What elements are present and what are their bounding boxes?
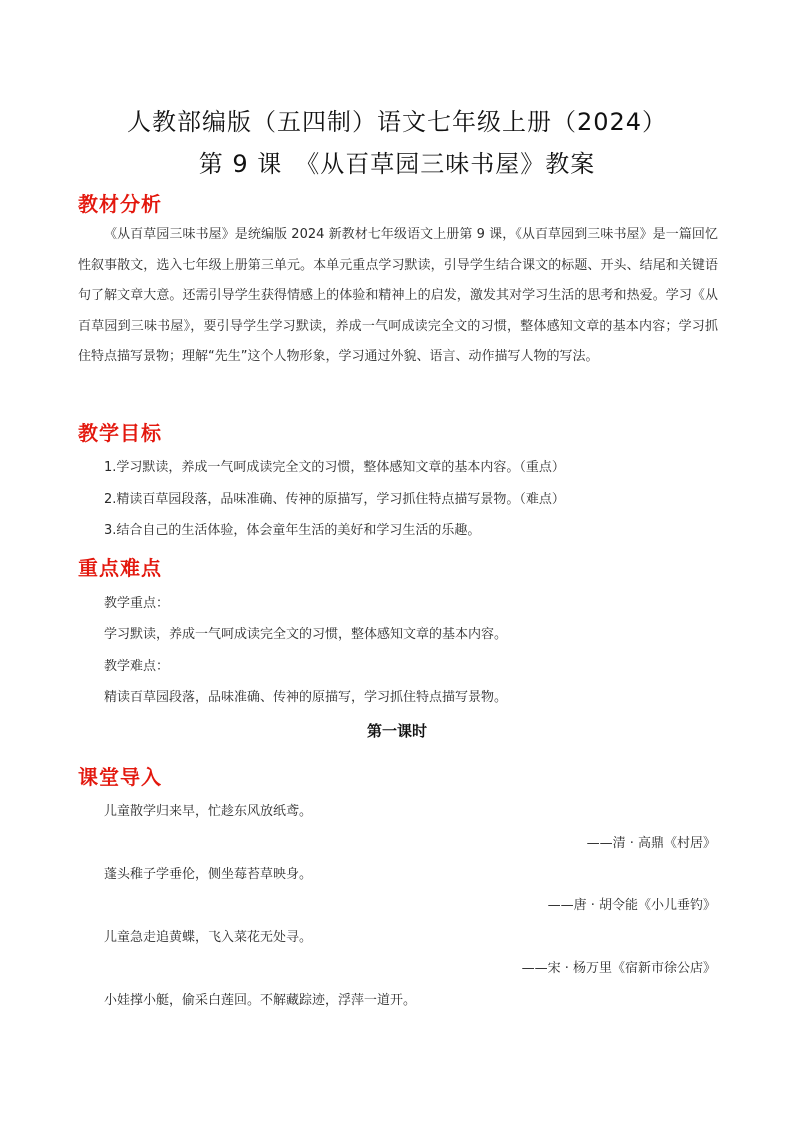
teaching-focus-text: 学习默读，养成一气呵成读完全文的习惯，整体感知文章的基本内容。: [104, 627, 508, 642]
poem-line-3: 儿童急走追黄蝶，飞入菜花无处寻。: [104, 930, 313, 945]
poem-line-2: 蓬头稚子学垂伦，侧坐莓苔草映身。: [104, 867, 313, 882]
section-heading-intro: 课堂导入: [78, 765, 162, 789]
poem-line-1: 儿童散学归来早，忙趁东风放纸鸢。: [104, 804, 313, 819]
poem-attribution-3: ——宋 · 杨万里《宿新市徐公店》: [521, 961, 716, 976]
goal-item-2: 2.精读百草园段落，品味准确、传神的原描写，学习抓住特点描写景物。（难点）: [104, 492, 565, 507]
section-heading-analysis: 教材分析: [78, 192, 162, 216]
document-title-line1: 人教部编版（五四制）语文七年级上册（2024）: [126, 108, 668, 136]
poem-attribution-2: ——唐 · 胡令能《小儿垂钓》: [547, 898, 716, 913]
poem-line-4: 小娃撑小艇，偷采白莲回。不解藏踪迹，浮萍一道开。: [104, 993, 417, 1008]
goal-item-3: 3.结合自己的生活体验，体会童年生活的美好和学习生活的乐趣。: [104, 523, 481, 538]
teaching-focus-label: 教学重点：: [104, 596, 170, 611]
analysis-paragraph: 《从百草园三味书屋》是统编版 2024 新教材七年级语文上册第 9 课，《从百草园到三味书屋》是一篇回忆性叙事散文，选入七年级上册第三单元。本单元重点学习默读，引导学生结合课文的标题、开头、结尾和关键语句了解文章大意。还需引导学生获得情感上的体验和精神上的启发，激发其对学习生活的思考和热爱。学习《从百草园到三味书屋》，要引导学生学习默读，养成一气呵成读完全文的习惯，整体感知文章的基本内容；学习抓住特点描写景物；理解“先生”这个人物形象，学习通过外貌、语言、动作描写人物的写法。: [78, 227, 718, 364]
section-heading-key-points: 重点难点: [78, 556, 162, 580]
section-heading-goals: 教学目标: [78, 421, 162, 445]
teaching-difficulty-text: 精读百草园段落，品味准确、传神的原描写，学习抓住特点描写景物。: [104, 690, 508, 705]
document-title-line2: 第 9 课 《从百草园三味书屋》教案: [198, 150, 596, 178]
lesson-period-heading: 第一课时: [366, 722, 427, 740]
teaching-difficulty-label: 教学难点：: [104, 659, 170, 674]
poem-attribution-1: ——清 · 高鼎《村居》: [586, 836, 716, 851]
goal-item-1: 1.学习默读，养成一气呵成读完全文的习惯，整体感知文章的基本内容。（重点）: [104, 460, 565, 475]
